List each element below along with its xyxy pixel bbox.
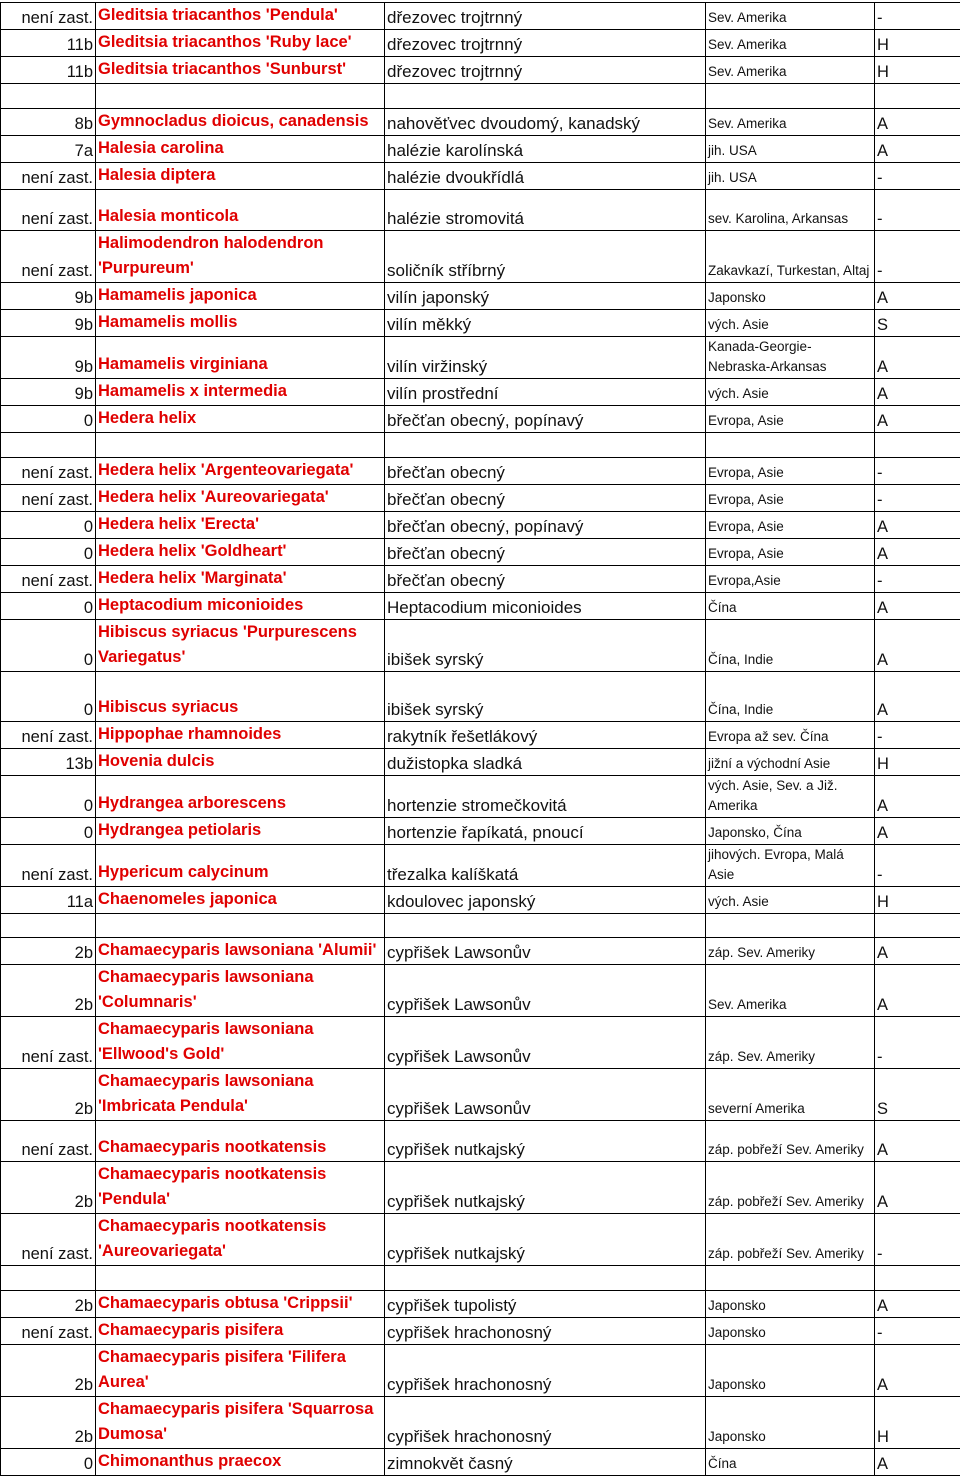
table-row xyxy=(1,379,960,406)
hardiness-zone-cell: není zast. xyxy=(1,190,96,231)
latin-name-cell: Chamaecyparis nootkatensis 'Aureovariegata' xyxy=(96,1214,385,1266)
origin-cell: záp. Sev. Ameriky xyxy=(706,1017,875,1069)
czech-name-cell xyxy=(385,914,706,938)
table-row xyxy=(1,1397,960,1449)
latin-name-cell: Hibiscus syriacus 'Purpurescens Variegatus' xyxy=(96,620,385,672)
hardiness-zone-cell: 2b xyxy=(1,1162,96,1214)
status-code-cell: - xyxy=(875,1318,960,1345)
status-code-cell: A xyxy=(875,965,960,1017)
czech-name-cell: soličník stříbrný xyxy=(385,231,706,283)
hardiness-zone-cell: není zast. xyxy=(1,1318,96,1345)
czech-name-cell: vilín japonský xyxy=(385,283,706,310)
latin-name-cell: Chamaecyparis nootkatensis xyxy=(96,1121,385,1162)
czech-name-cell xyxy=(385,84,706,109)
hardiness-zone-cell: 0 xyxy=(1,593,96,620)
origin-cell: jih. USA xyxy=(706,136,875,163)
hardiness-zone-cell: 0 xyxy=(1,672,96,722)
table-row xyxy=(1,776,960,818)
hardiness-zone-cell: 9b xyxy=(1,337,96,379)
latin-name-cell: Hamamelis japonica xyxy=(96,283,385,310)
czech-name-cell: vilín viržinský xyxy=(385,337,706,379)
status-code-cell: A xyxy=(875,1121,960,1162)
latin-name-cell: Halesia monticola xyxy=(96,190,385,231)
czech-name-cell: břečťan obecný xyxy=(385,539,706,566)
status-code-cell: A xyxy=(875,1162,960,1214)
czech-name-cell: cypřišek tupolistý xyxy=(385,1291,706,1318)
status-code-cell: A xyxy=(875,406,960,433)
hardiness-zone-cell: není zast. xyxy=(1,566,96,593)
table-row xyxy=(1,539,960,566)
status-code-cell: H xyxy=(875,57,960,84)
table-row xyxy=(1,337,960,379)
czech-name-cell: dřezovec trojtrnný xyxy=(385,57,706,84)
status-code-cell: - xyxy=(875,1214,960,1266)
table-row xyxy=(1,965,960,1017)
table-row xyxy=(1,1069,960,1121)
table-row xyxy=(1,57,960,84)
latin-name-cell: Hydrangea arborescens xyxy=(96,776,385,818)
czech-name-cell: cypřišek Lawsonův xyxy=(385,965,706,1017)
status-code-cell xyxy=(875,84,960,109)
czech-name-cell xyxy=(385,1266,706,1291)
plant-catalog-table xyxy=(0,2,960,1476)
czech-name-cell: halézie dvoukřídlá xyxy=(385,163,706,190)
origin-cell: Čína, Indie xyxy=(706,620,875,672)
origin-cell: Kanada-Georgie-Nebraska-Arkansas xyxy=(706,337,875,379)
origin-cell xyxy=(706,914,875,938)
table-row xyxy=(1,914,960,938)
hardiness-zone-cell: není zast. xyxy=(1,845,96,887)
latin-name-cell: Halesia carolina xyxy=(96,136,385,163)
latin-name-cell: Chamaecyparis pisifera 'Squarrosa Dumosa' xyxy=(96,1397,385,1449)
status-code-cell: - xyxy=(875,231,960,283)
status-code-cell xyxy=(875,433,960,458)
table-row xyxy=(1,485,960,512)
table-row xyxy=(1,136,960,163)
czech-name-cell xyxy=(385,433,706,458)
origin-cell: severní Amerika xyxy=(706,1069,875,1121)
origin-cell: Čína, Indie xyxy=(706,672,875,722)
status-code-cell: A xyxy=(875,593,960,620)
czech-name-cell: vilín měkký xyxy=(385,310,706,337)
table-row xyxy=(1,938,960,965)
status-code-cell: A xyxy=(875,539,960,566)
status-code-cell: A xyxy=(875,620,960,672)
origin-cell: Evropa, Asie xyxy=(706,539,875,566)
table-row xyxy=(1,1318,960,1345)
czech-name-cell: zimnokvět časný xyxy=(385,1449,706,1476)
origin-cell: Japonsko xyxy=(706,283,875,310)
hardiness-zone-cell: 13b xyxy=(1,749,96,776)
table-row xyxy=(1,1214,960,1266)
table-row xyxy=(1,84,960,109)
latin-name-cell: Halimodendron halodendron 'Purpureum' xyxy=(96,231,385,283)
hardiness-zone-cell: 2b xyxy=(1,1291,96,1318)
table-row xyxy=(1,30,960,57)
hardiness-zone-cell: 9b xyxy=(1,310,96,337)
status-code-cell: - xyxy=(875,845,960,887)
status-code-cell: A xyxy=(875,337,960,379)
hardiness-zone-cell xyxy=(1,84,96,109)
origin-cell: Zakavkazí, Turkestan, Altaj xyxy=(706,231,875,283)
hardiness-zone-cell: 2b xyxy=(1,965,96,1017)
origin-cell: vých. Asie xyxy=(706,887,875,914)
latin-name-cell: Gymnocladus dioicus, canadensis xyxy=(96,109,385,136)
table-row xyxy=(1,749,960,776)
status-code-cell: A xyxy=(875,776,960,818)
origin-cell: vých. Asie xyxy=(706,310,875,337)
table-row xyxy=(1,283,960,310)
table-row xyxy=(1,1266,960,1291)
status-code-cell: A xyxy=(875,512,960,539)
origin-cell: jihových. Evropa, Malá Asie xyxy=(706,845,875,887)
origin-cell: Evropa až sev. Čína xyxy=(706,722,875,749)
czech-name-cell: Heptacodium miconioides xyxy=(385,593,706,620)
origin-cell: sev. Karolina, Arkansas xyxy=(706,190,875,231)
hardiness-zone-cell: 0 xyxy=(1,539,96,566)
origin-cell: Japonsko xyxy=(706,1291,875,1318)
table-row xyxy=(1,593,960,620)
table-row xyxy=(1,1121,960,1162)
hardiness-zone-cell: není zast. xyxy=(1,231,96,283)
status-code-cell: A xyxy=(875,938,960,965)
table-row xyxy=(1,406,960,433)
hardiness-zone-cell: 0 xyxy=(1,620,96,672)
status-code-cell: A xyxy=(875,1449,960,1476)
czech-name-cell: ibišek syrský xyxy=(385,672,706,722)
origin-cell: Japonsko xyxy=(706,1345,875,1397)
czech-name-cell: halézie karolínská xyxy=(385,136,706,163)
origin-cell: Sev. Amerika xyxy=(706,3,875,30)
hardiness-zone-cell xyxy=(1,1266,96,1291)
origin-cell: Sev. Amerika xyxy=(706,109,875,136)
latin-name-cell: Hedera helix 'Marginata' xyxy=(96,566,385,593)
hardiness-zone-cell: 0 xyxy=(1,406,96,433)
status-code-cell: H xyxy=(875,749,960,776)
czech-name-cell: cypřišek Lawsonův xyxy=(385,938,706,965)
origin-cell: Evropa,Asie xyxy=(706,566,875,593)
latin-name-cell: Hedera helix 'Erecta' xyxy=(96,512,385,539)
latin-name-cell: Hydrangea petiolaris xyxy=(96,818,385,845)
status-code-cell: - xyxy=(875,485,960,512)
status-code-cell: - xyxy=(875,566,960,593)
origin-cell: vých. Asie xyxy=(706,379,875,406)
table-row xyxy=(1,433,960,458)
status-code-cell: A xyxy=(875,1291,960,1318)
table-row xyxy=(1,163,960,190)
latin-name-cell: Gleditsia triacanthos 'Sunburst' xyxy=(96,57,385,84)
hardiness-zone-cell: není zast. xyxy=(1,1121,96,1162)
hardiness-zone-cell: 2b xyxy=(1,1397,96,1449)
czech-name-cell: cypřišek Lawsonův xyxy=(385,1017,706,1069)
latin-name-cell: Hedera helix 'Aureovariegata' xyxy=(96,485,385,512)
status-code-cell: - xyxy=(875,722,960,749)
origin-cell: Japonsko, Čína xyxy=(706,818,875,845)
status-code-cell: A xyxy=(875,283,960,310)
czech-name-cell: dužistopka sladká xyxy=(385,749,706,776)
hardiness-zone-cell: 9b xyxy=(1,379,96,406)
czech-name-cell: cypřišek hrachonosný xyxy=(385,1318,706,1345)
latin-name-cell: Hedera helix 'Goldheart' xyxy=(96,539,385,566)
hardiness-zone-cell xyxy=(1,433,96,458)
hardiness-zone-cell: 8b xyxy=(1,109,96,136)
table-row xyxy=(1,1291,960,1318)
czech-name-cell: břečťan obecný xyxy=(385,566,706,593)
hardiness-zone-cell: 7a xyxy=(1,136,96,163)
hardiness-zone-cell: 0 xyxy=(1,776,96,818)
czech-name-cell: dřezovec trojtrnný xyxy=(385,30,706,57)
latin-name-cell: Chamaecyparis pisifera 'Filifera Aurea' xyxy=(96,1345,385,1397)
latin-name-cell: Chamaecyparis lawsoniana 'Columnaris' xyxy=(96,965,385,1017)
table-row xyxy=(1,458,960,485)
origin-cell: Sev. Amerika xyxy=(706,57,875,84)
hardiness-zone-cell: 2b xyxy=(1,1345,96,1397)
latin-name-cell xyxy=(96,914,385,938)
latin-name-cell: Gleditsia triacanthos 'Pendula' xyxy=(96,3,385,30)
hardiness-zone-cell: není zast. xyxy=(1,163,96,190)
hardiness-zone-cell: 0 xyxy=(1,512,96,539)
table-row xyxy=(1,818,960,845)
czech-name-cell: cypřišek nutkajský xyxy=(385,1162,706,1214)
origin-cell: Sev. Amerika xyxy=(706,965,875,1017)
status-code-cell: - xyxy=(875,1017,960,1069)
czech-name-cell: dřezovec trojtrnný xyxy=(385,3,706,30)
czech-name-cell: cypřišek nutkajský xyxy=(385,1121,706,1162)
status-code-cell: - xyxy=(875,3,960,30)
status-code-cell: A xyxy=(875,109,960,136)
origin-cell: Evropa, Asie xyxy=(706,406,875,433)
status-code-cell: S xyxy=(875,1069,960,1121)
status-code-cell: - xyxy=(875,458,960,485)
czech-name-cell: hortenzie stromečkovitá xyxy=(385,776,706,818)
table-row xyxy=(1,310,960,337)
hardiness-zone-cell: není zast. xyxy=(1,1017,96,1069)
latin-name-cell: Hamamelis virginiana xyxy=(96,337,385,379)
latin-name-cell: Chamaecyparis lawsoniana 'Imbricata Pendula' xyxy=(96,1069,385,1121)
hardiness-zone-cell: 11a xyxy=(1,887,96,914)
hardiness-zone-cell: není zast. xyxy=(1,3,96,30)
table-row xyxy=(1,1017,960,1069)
origin-cell: záp. pobřeží Sev. Ameriky xyxy=(706,1214,875,1266)
latin-name-cell: Hamamelis x intermedia xyxy=(96,379,385,406)
latin-name-cell: Hibiscus syriacus xyxy=(96,672,385,722)
origin-cell: Evropa, Asie xyxy=(706,485,875,512)
table-row xyxy=(1,1162,960,1214)
status-code-cell xyxy=(875,914,960,938)
latin-name-cell: Hedera helix xyxy=(96,406,385,433)
latin-name-cell: Chimonanthus praecox xyxy=(96,1449,385,1476)
hardiness-zone-cell: 11b xyxy=(1,30,96,57)
latin-name-cell: Chamaecyparis lawsoniana 'Alumii' xyxy=(96,938,385,965)
origin-cell: záp. pobřeží Sev. Ameriky xyxy=(706,1121,875,1162)
czech-name-cell: břečťan obecný, popínavý xyxy=(385,406,706,433)
latin-name-cell: Chamaecyparis pisifera xyxy=(96,1318,385,1345)
status-code-cell: H xyxy=(875,887,960,914)
status-code-cell: H xyxy=(875,1397,960,1449)
latin-name-cell: Hamamelis mollis xyxy=(96,310,385,337)
hardiness-zone-cell: 9b xyxy=(1,283,96,310)
table-row xyxy=(1,620,960,672)
czech-name-cell: kdoulovec japonský xyxy=(385,887,706,914)
table-row xyxy=(1,887,960,914)
czech-name-cell: cypřišek nutkajský xyxy=(385,1214,706,1266)
latin-name-cell: Hovenia dulcis xyxy=(96,749,385,776)
status-code-cell: A xyxy=(875,1345,960,1397)
hardiness-zone-cell: 0 xyxy=(1,818,96,845)
status-code-cell: - xyxy=(875,163,960,190)
czech-name-cell: hortenzie řapíkatá, pnoucí xyxy=(385,818,706,845)
czech-name-cell: cypřišek Lawsonův xyxy=(385,1069,706,1121)
latin-name-cell: Hypericum calycinum xyxy=(96,845,385,887)
origin-cell: vých. Asie, Sev. a Již. Amerika xyxy=(706,776,875,818)
latin-name-cell: Chamaecyparis obtusa 'Crippsii' xyxy=(96,1291,385,1318)
czech-name-cell: břečťan obecný xyxy=(385,458,706,485)
origin-cell: Čína xyxy=(706,1449,875,1476)
status-code-cell: A xyxy=(875,136,960,163)
table-row xyxy=(1,1345,960,1397)
hardiness-zone-cell: není zast. xyxy=(1,1214,96,1266)
origin-cell: Evropa, Asie xyxy=(706,458,875,485)
table-row xyxy=(1,845,960,887)
hardiness-zone-cell: není zast. xyxy=(1,722,96,749)
czech-name-cell: rakytník řešetlákový xyxy=(385,722,706,749)
hardiness-zone-cell: 11b xyxy=(1,57,96,84)
status-code-cell: A xyxy=(875,379,960,406)
czech-name-cell: třezalka kalíškatá xyxy=(385,845,706,887)
hardiness-zone-cell: není zast. xyxy=(1,458,96,485)
czech-name-cell: cypřišek hrachonosný xyxy=(385,1345,706,1397)
latin-name-cell xyxy=(96,1266,385,1291)
origin-cell: Sev. Amerika xyxy=(706,30,875,57)
latin-name-cell: Heptacodium miconioides xyxy=(96,593,385,620)
status-code-cell: S xyxy=(875,310,960,337)
status-code-cell: A xyxy=(875,672,960,722)
hardiness-zone-cell xyxy=(1,914,96,938)
status-code-cell: A xyxy=(875,818,960,845)
origin-cell: Japonsko xyxy=(706,1318,875,1345)
latin-name-cell: Chaenomeles japonica xyxy=(96,887,385,914)
table-row xyxy=(1,109,960,136)
hardiness-zone-cell: 2b xyxy=(1,938,96,965)
latin-name-cell: Hedera helix 'Argenteovariegata' xyxy=(96,458,385,485)
origin-cell: Evropa, Asie xyxy=(706,512,875,539)
czech-name-cell: vilín prostřední xyxy=(385,379,706,406)
table-row xyxy=(1,672,960,722)
table-row xyxy=(1,1449,960,1476)
latin-name-cell: Chamaecyparis lawsoniana 'Ellwood's Gold' xyxy=(96,1017,385,1069)
table-row xyxy=(1,3,960,30)
hardiness-zone-cell: není zast. xyxy=(1,485,96,512)
origin-cell xyxy=(706,433,875,458)
origin-cell: Japonsko xyxy=(706,1397,875,1449)
origin-cell xyxy=(706,84,875,109)
latin-name-cell xyxy=(96,84,385,109)
table-row xyxy=(1,566,960,593)
czech-name-cell: halézie stromovitá xyxy=(385,190,706,231)
latin-name-cell: Gleditsia triacanthos 'Ruby lace' xyxy=(96,30,385,57)
hardiness-zone-cell: 2b xyxy=(1,1069,96,1121)
origin-cell: záp. pobřeží Sev. Ameriky xyxy=(706,1162,875,1214)
plant-catalog-rows xyxy=(1,3,960,1476)
latin-name-cell: Hippophae rhamnoides xyxy=(96,722,385,749)
latin-name-cell: Halesia diptera xyxy=(96,163,385,190)
origin-cell: Čína xyxy=(706,593,875,620)
czech-name-cell: cypřišek hrachonosný xyxy=(385,1397,706,1449)
table-row xyxy=(1,231,960,283)
czech-name-cell: břečťan obecný, popínavý xyxy=(385,512,706,539)
origin-cell: jižní a východní Asie xyxy=(706,749,875,776)
table-row xyxy=(1,512,960,539)
status-code-cell: - xyxy=(875,190,960,231)
status-code-cell: H xyxy=(875,30,960,57)
latin-name-cell: Chamaecyparis nootkatensis 'Pendula' xyxy=(96,1162,385,1214)
origin-cell: záp. Sev. Ameriky xyxy=(706,938,875,965)
hardiness-zone-cell: 0 xyxy=(1,1449,96,1476)
czech-name-cell: ibišek syrský xyxy=(385,620,706,672)
origin-cell xyxy=(706,1266,875,1291)
czech-name-cell: nahověťvec dvoudomý, kanadský xyxy=(385,109,706,136)
origin-cell: jih. USA xyxy=(706,163,875,190)
table-row xyxy=(1,190,960,231)
table-row xyxy=(1,722,960,749)
latin-name-cell xyxy=(96,433,385,458)
status-code-cell xyxy=(875,1266,960,1291)
czech-name-cell: břečťan obecný xyxy=(385,485,706,512)
